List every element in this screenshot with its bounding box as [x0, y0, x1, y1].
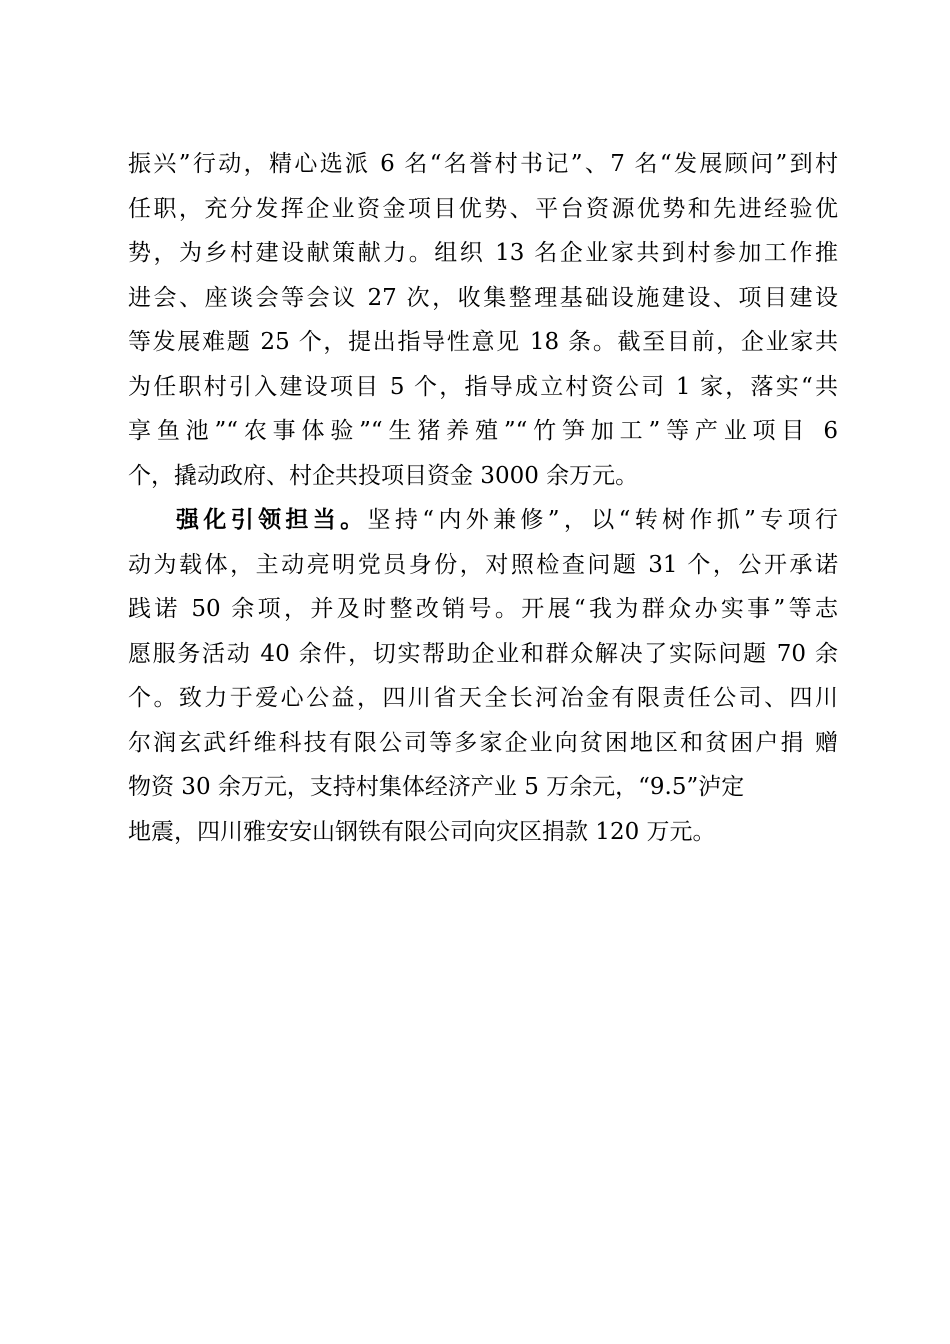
- text-line: 愿服务活动 40 余件，切实帮助企业和群众解决了实际问题 70 余: [128, 640, 838, 667]
- text-line: 尔润玄武纤维科技有限公司等多家企业向贫困地区和贫困户捐 赠: [128, 729, 838, 756]
- paragraph-first-line: [128, 498, 838, 543]
- paragraph-leadership: [128, 498, 838, 854]
- text-line: 等发展难题 25 个，提出指导性意见 18 条。截至目前，企业家共: [128, 329, 838, 355]
- paragraph-lead-heading: 强化引领担当。: [176, 507, 368, 533]
- document-body: [128, 142, 838, 854]
- text-line: 动为载体，主动亮明党员身份，对照检查问题 31 个，公开承诺: [128, 551, 838, 578]
- text-line: 振兴”行动，精心选派 6 名“名誉村书记”、7 名“发展顾问”到村: [128, 151, 838, 177]
- text-line: 势，为乡村建设献策献力。组织 13 名企业家共到村参加工作推: [128, 240, 838, 266]
- text-line: 个。致力于爱心公益，四川省天全长河冶金有限责任公司、四川: [128, 685, 838, 711]
- text-line: 践诺 50 余项，并及时整改销号。开展“我为群众办实事”等志: [128, 596, 838, 622]
- text-line: 享鱼池”“农事体验”“生猪养殖”“竹笋加工”等产业项目 6: [128, 418, 838, 444]
- text-line: 任职，充分发挥企业资金项目优势、平台资源优势和先进经验优: [128, 195, 838, 222]
- text-line: 地震，四川雅安安山钢铁有限公司向灾区捐款 120 万元。: [128, 818, 716, 845]
- text-run: 坚持“内外兼修”，以“转树作抓”专项行: [367, 507, 838, 533]
- paragraph-industry-support: [128, 142, 838, 498]
- text-line: 进会、座谈会等会议 27 次，收集整理基础设施建设、项目建设: [128, 284, 838, 311]
- text-line: 物资 30 余万元，支持村集体经济产业 5 万余元，“9.5”泸定: [128, 774, 745, 800]
- text-line: 个，撬动政府、村企共投项目资金 3000 余万元。: [128, 462, 639, 489]
- text-line: 为任职村引入建设项目 5 个，指导成立村资公司 1 家，落实“共: [128, 373, 838, 400]
